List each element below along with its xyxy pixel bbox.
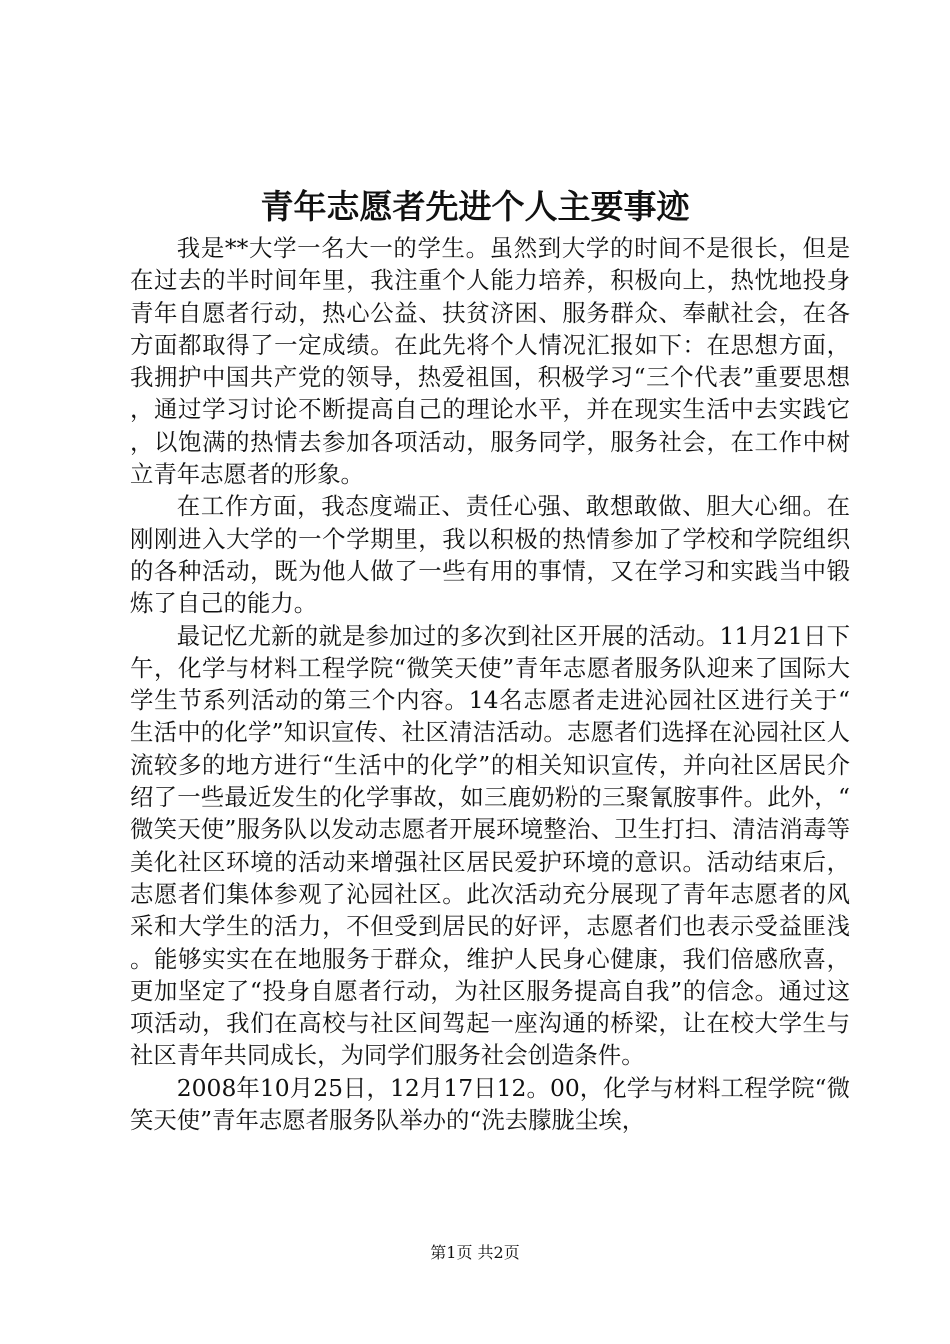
- paragraph-4: 2008年10月25日，12月17日12。00，化学与材料工程学院“微笑天使”青年志愿者服务队举办的“洗去朦胧尘埃，: [130, 1073, 850, 1135]
- paragraph-1: 我是**大学一名大一的学生。虽然到大学的时间不是很长，但是在过去的半时间年里，我注重个人能力培养，积极向上，热忱地投身青年自愿者行动，热心公益、扶贫济困、服务群众、奉献社会，在各方面都取得了一定成绩。在此先将个人情况汇报如下：在思想方面，我拥护中国共产党的领导，热爱祖国，积极学习“三个代表”重要思想，通过学习讨论不断提高自己的理论水平，并在现实生活中去实践它，以饱满的热情去参加各项活动，服务同学，服务社会，在工作中树立青年志愿者的形象。: [130, 234, 850, 489]
- paragraph-3: 最记忆尤新的就是参加过的多次到社区开展的活动。11月21日下午，化学与材料工程学院“微笑天使”青年志愿者服务队迎来了国际大学生节系列活动的第三个内容。14名志愿者走进沁园社区进行关于“生活中的化学”知识宣传、社区清洁活动。志愿者们选择在沁园社区人流较多的地方进行“生活中的化学”的相关知识宣传，并向社区居民介绍了一些最近发生的化学事故，如三鹿奶粉的三聚氰胺事件。此外，“微笑天使”服务队以发动志愿者开展环境整治、卫生打扫、清洁消毒等美化社区环境的活动来增强社区居民爱护环境的意识。活动结束后，志愿者们集体参观了沁园社区。此次活动充分展现了青年志愿者的风采和大学生的活力，不但受到居民的好评，志愿者们也表示受益匪浅。能够实实在在地服务于群众，维护人民身心健康，我们倍感欣喜，更加坚定了“投身自愿者行动，为社区服务提高自我”的信念。通过这项活动，我们在高校与社区间驾起一座沟通的桥梁，让在校大学生与社区青年共同成长，为同学们服务社会创造条件。: [130, 621, 850, 1070]
- page-number-footer: 第1页 共2页: [430, 1243, 520, 1262]
- document-title: 青年志愿者先进个人主要事迹: [260, 187, 690, 226]
- document-body: [130, 232, 850, 1136]
- paragraph-2: 在工作方面，我态度端正、责任心强、敢想敢做、胆大心细。在刚刚进入大学的一个学期里，我以积极的热情参加了学校和学院组织的各种活动，既为他人做了一些有用的事情，又在学习和实践当中锻炼了自己的能力。: [130, 492, 850, 618]
